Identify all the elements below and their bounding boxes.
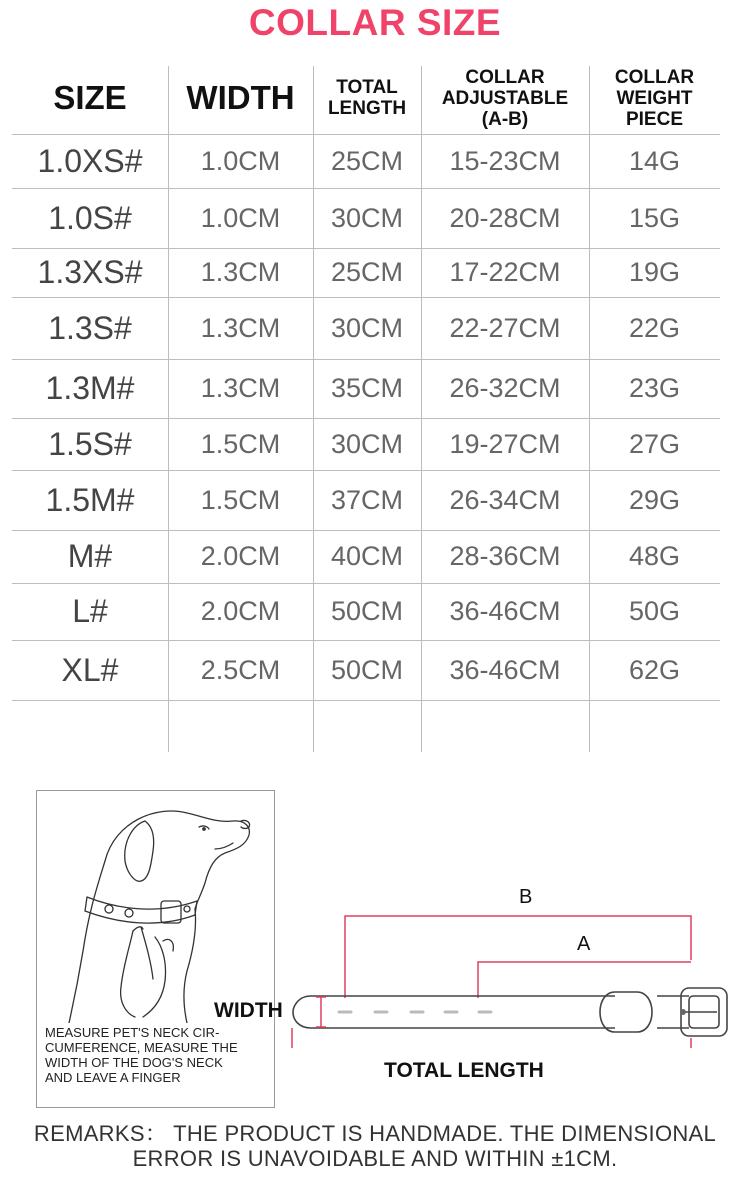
row-divider — [12, 700, 720, 701]
cell-size: XL# — [61, 651, 119, 688]
header-total-length-line-1: TOTAL — [336, 77, 398, 98]
cell-adjustable: 15-23CM — [449, 145, 561, 176]
cell-adjustable: 36-46CM — [449, 596, 561, 626]
label-a: A — [577, 933, 591, 955]
cell-weight: 62G — [628, 654, 681, 685]
remarks-line-2: ERROR IS UNAVOIDABLE AND WITHIN ±1CM. — [132, 1146, 618, 1171]
cell-total-length: 30CM — [330, 428, 404, 459]
page-title: COLLAR SIZE — [248, 2, 502, 43]
cell-total-length: 30CM — [330, 312, 404, 343]
header-total-length-line-2: LENGTH — [327, 98, 407, 119]
cell-width: 1.0CM — [200, 145, 281, 176]
dog-collar-drawing — [37, 791, 274, 1023]
header-width: WIDTH — [186, 79, 295, 116]
caption-line: CUMFERENCE, MEASURE THE — [45, 1040, 238, 1055]
collar-strap-drawing — [285, 978, 745, 1048]
cell-total-length: 40CM — [330, 541, 404, 571]
cell-weight: 23G — [628, 373, 681, 403]
header-weight-line-2: WEIGHT — [616, 87, 693, 109]
cell-weight: 50G — [628, 596, 681, 626]
cell-adjustable: 20-28CM — [449, 202, 561, 233]
cell-total-length: 35CM — [330, 373, 404, 403]
cell-width: 2.5CM — [200, 654, 281, 685]
cell-adjustable: 28-36CM — [449, 541, 561, 571]
cell-size: 1.0XS# — [37, 142, 143, 179]
cell-width: 1.0CM — [200, 202, 281, 233]
cell-weight: 48G — [628, 541, 681, 571]
strap-rivet — [680, 1009, 686, 1015]
remarks — [0, 1121, 750, 1171]
cell-weight: 14G — [628, 145, 681, 176]
cell-size: 1.0S# — [48, 199, 132, 236]
header-weight-line-1: COLLAR — [614, 66, 695, 88]
header-total-length — [313, 62, 421, 134]
label-width: WIDTH — [214, 999, 283, 1022]
cell-weight: 15G — [628, 202, 681, 233]
header-size: SIZE — [53, 79, 127, 116]
cell-width: 1.5CM — [200, 484, 281, 515]
cell-size: 1.5S# — [48, 425, 132, 462]
dog-measure-illustration — [36, 790, 275, 1108]
cell-weight: 19G — [628, 257, 681, 287]
cell-size: M# — [67, 538, 113, 574]
cell-width: 2.0CM — [200, 541, 281, 571]
cell-width: 1.3CM — [200, 373, 281, 403]
cell-total-length: 50CM — [330, 654, 404, 685]
cell-width: 1.5CM — [200, 428, 281, 459]
caption-line: WIDTH OF THE DOG'S NECK — [45, 1055, 223, 1070]
header-adjustable — [421, 62, 589, 134]
caption-line: AND LEAVE A FINGER — [45, 1070, 181, 1085]
cell-size: 1.5M# — [45, 481, 135, 518]
header-adjustable-line-3: (A-B) — [481, 108, 529, 130]
remarks-line-1: REMARKS： THE PRODUCT IS HANDMADE. THE DIMENSIONAL — [33, 1121, 717, 1146]
cell-size: L# — [72, 593, 108, 629]
label-b: B — [519, 886, 533, 908]
cell-total-length: 50CM — [330, 596, 404, 626]
cell-width: 1.3CM — [200, 312, 281, 343]
header-adjustable-line-2: ADJUSTABLE — [441, 87, 569, 109]
caption-line: MEASURE PET'S NECK CIR- — [45, 1025, 220, 1040]
label-total-length: TOTAL LENGTH — [384, 1059, 544, 1082]
cell-width: 1.3CM — [200, 257, 281, 287]
cell-size: 1.3XS# — [37, 254, 143, 290]
cell-adjustable: 26-34CM — [449, 484, 561, 515]
measure-instructions — [45, 1025, 273, 1085]
cell-total-length: 25CM — [330, 145, 404, 176]
header-weight — [589, 62, 720, 134]
cell-adjustable: 19-27CM — [449, 428, 561, 459]
cell-size: 1.3M# — [45, 370, 135, 406]
header-adjustable-line-1: COLLAR — [465, 66, 545, 88]
cell-weight: 29G — [628, 484, 681, 515]
cell-width: 2.0CM — [200, 596, 281, 626]
cell-adjustable: 17-22CM — [449, 257, 561, 287]
cell-adjustable: 36-46CM — [449, 654, 561, 685]
cell-total-length: 37CM — [330, 484, 404, 515]
header-weight-line-3: PIECE — [625, 108, 684, 130]
cell-total-length: 25CM — [330, 257, 404, 287]
cell-adjustable: 22-27CM — [449, 312, 561, 343]
cell-adjustable: 26-32CM — [449, 373, 561, 403]
cell-weight: 22G — [628, 312, 681, 343]
cell-size: 1.3S# — [48, 309, 132, 346]
cell-total-length: 30CM — [330, 202, 404, 233]
cell-weight: 27G — [628, 428, 681, 459]
